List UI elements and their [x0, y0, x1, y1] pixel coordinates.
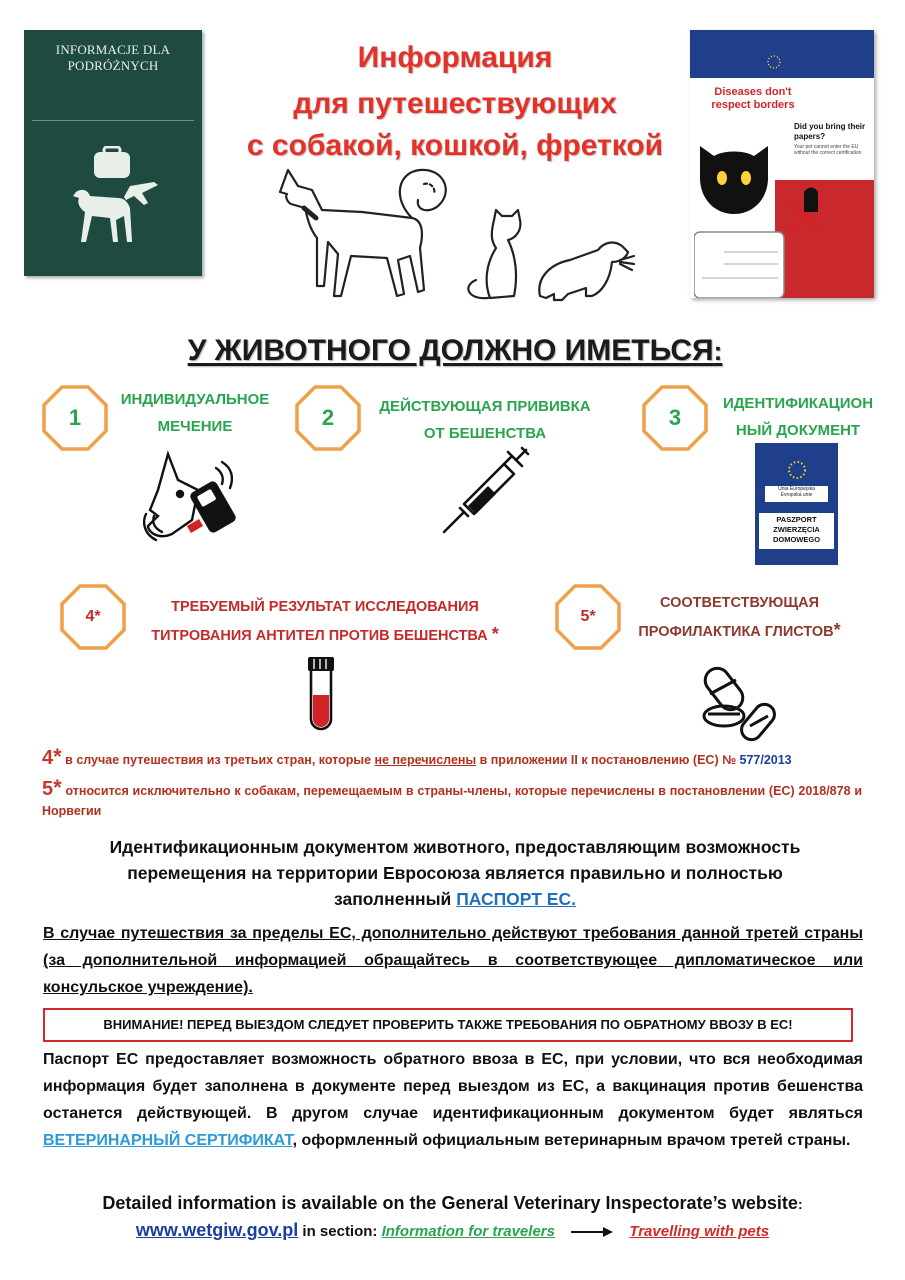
dog-suitcase-icon	[68, 146, 168, 246]
section-heading-text: У ЖИВОТНОГО ДОЛЖНО ИМЕТЬСЯ	[187, 334, 714, 367]
microchip-scanner-icon	[138, 444, 248, 554]
note-5-star: *	[53, 775, 62, 800]
note-5-text: относится исключительно к собакам, перемещаемым в страны-члены, которые перечислены в постановлении (ЕС) 2018/878 и Норвегии	[42, 784, 862, 818]
pet-passport-image	[755, 443, 838, 565]
id-document-paragraph	[60, 834, 850, 912]
item-1-number: 1	[68, 405, 82, 430]
eu-passport-link[interactable]: ПАСПОРТ ЕС.	[456, 889, 576, 909]
footer-line1-colon: :	[797, 1196, 803, 1212]
item-5-star: *	[833, 620, 841, 640]
animals-illustration	[260, 164, 660, 314]
footer-line1	[40, 1193, 865, 1214]
item-2-number: 2	[321, 405, 335, 430]
note-4-mark: 4	[42, 747, 54, 769]
item-3-number: 3	[668, 405, 682, 430]
footer-line1-text: Detailed information is available on the General Veterinary Inspectorate’s website	[102, 1193, 798, 1213]
item-3-octagon	[642, 385, 708, 451]
item-4-text	[130, 594, 520, 650]
footer-line2	[40, 1220, 865, 1241]
note-5	[42, 775, 862, 821]
item-5-octagon	[555, 584, 621, 650]
vet-certificate-link[interactable]: ВЕТЕРИНАРНЫЙ СЕРТИФИКАТ	[43, 1132, 293, 1149]
outside-eu-paragraph: В случае путешествия за пределы ЕС, дополнительно действуют требования данной третей страны (за дополнительной информацией обращайтесь в соответствующее дипломатическое или консульское учреждение).	[43, 925, 863, 996]
arrow-right-icon	[569, 1225, 615, 1239]
title-line2: для путешествующих	[293, 87, 617, 120]
item-5-line1: СООТВЕТСТВУЮЩАЯ	[659, 595, 820, 611]
syringe-icon	[440, 446, 532, 536]
item-1-text	[110, 386, 280, 440]
passport-title1: PASZPORT	[776, 515, 817, 524]
id-line3: заполненный	[334, 889, 452, 909]
leaflet-title-line1: INFORMACJE DLA	[55, 42, 171, 57]
item-3-text	[712, 390, 884, 444]
item-4-line2: ТИТРОВАНИЯ АНТИТЕЛ ПРОТИВ БЕШЕНСТВА	[151, 628, 488, 644]
passport-lang: Evropská unie	[780, 492, 813, 498]
section-heading	[170, 334, 740, 368]
note-4-star: *	[53, 744, 62, 769]
item-4-star: *	[491, 624, 499, 644]
footer-in-section: in section:	[298, 1223, 382, 1240]
item-2-text	[365, 393, 605, 447]
item-3-line1: ИДЕНТИФИКАЦИОН	[722, 395, 874, 412]
item-5-line2: ПРОФИЛАКТИКА ГЛИСТОВ	[638, 624, 834, 640]
item-3-line2: НЫЙ ДОКУМЕНТ	[735, 422, 861, 439]
item-1-line2: МЕЧЕНИЕ	[157, 418, 233, 435]
regulation-link[interactable]: 577/2013	[739, 753, 792, 767]
brochure-small: Your pet cannot enter the EU without the correct certification	[794, 144, 862, 156]
cat-with-passport-icon	[694, 122, 870, 298]
item-2-line2: ОТ БЕШЕНСТВА	[423, 425, 547, 442]
passport-para-text-b: , оформленный официальным ветеринарным врачом третей страны.	[292, 1132, 851, 1149]
brochure-headline: Diseases don't respect borders	[711, 86, 795, 111]
note-4-text-underlined: не перечислены	[374, 753, 477, 767]
passport-title3: DOMOWEGO	[772, 535, 821, 544]
title-line3: с собакой, кошкой, фреткой	[246, 129, 664, 162]
item-1-line1: ИНДИВИДУАЛЬНОЕ	[120, 391, 270, 408]
leaflet-title-line2: PODRÓŻNYCH	[67, 58, 159, 73]
item-2-line1: ДЕЙСТВУЮЩАЯ ПРИВИВКА	[379, 398, 591, 415]
note-4-text-a: в случае путешествия из третьих стран, которые	[61, 753, 375, 767]
passport-ue: Unia Europejska	[778, 486, 815, 492]
eu-brochure-image	[690, 30, 874, 298]
warning-box: ВНИМАНИЕ! ПЕРЕД ВЫЕЗДОМ СЛЕДУЕТ ПРОВЕРИТЬ ТАКЖЕ ТРЕБОВАНИЯ ПО ОБРАТНОМУ ВВОЗУ В ЕС!	[43, 1008, 853, 1042]
note-5-mark: 5	[42, 778, 54, 800]
item-1-octagon	[42, 385, 108, 451]
passport-title2: ZWIERZĘCIA	[773, 525, 820, 534]
passport-para-text-a: Паспорт ЕС предоставляет возможность обратного ввоза в ЕС, при условии, что вся необходимая информация будет заполнена в документе перед выездом из ЕС, а вакцинация против бешенства останется действующей. В другом случае идентификационным документом будет являться	[43, 1051, 863, 1122]
item-4-octagon	[60, 584, 126, 650]
website-link[interactable]: www.wetgiw.gov.pl	[135, 1220, 299, 1240]
travelling-with-pets-link[interactable]: Travelling with pets	[629, 1223, 770, 1240]
eu-stars-icon	[784, 457, 810, 483]
section-heading-colon: :	[713, 336, 723, 366]
item-5-number: 5*	[580, 608, 596, 625]
note-4	[42, 744, 872, 770]
item-5-text	[622, 590, 857, 646]
id-line2: перемещения на территории Евросоюза является правильно и полностью	[127, 863, 783, 883]
pills-icon	[698, 660, 778, 746]
travel-leaflet-image	[24, 30, 202, 276]
id-line1: Идентификационным документом животного, предоставляющим возможность	[109, 837, 801, 857]
item-2-octagon	[295, 385, 361, 451]
info-travelers-link[interactable]: Information for travelers	[381, 1223, 555, 1240]
brochure-question: Did you bring their papers?	[794, 122, 866, 141]
passport-paragraph	[43, 1046, 863, 1154]
note-4-text-b: в приложении II к постановлению (ЕС) №	[476, 753, 740, 767]
eu-flag-icon	[762, 52, 786, 72]
item-4-line1: ТРЕБУЕМЫЙ РЕЗУЛЬТАТ ИССЛЕДОВАНИЯ	[171, 599, 479, 615]
test-tube-icon	[304, 655, 338, 735]
item-4-number: 4*	[85, 608, 101, 625]
title-line1: Информация	[357, 41, 553, 74]
